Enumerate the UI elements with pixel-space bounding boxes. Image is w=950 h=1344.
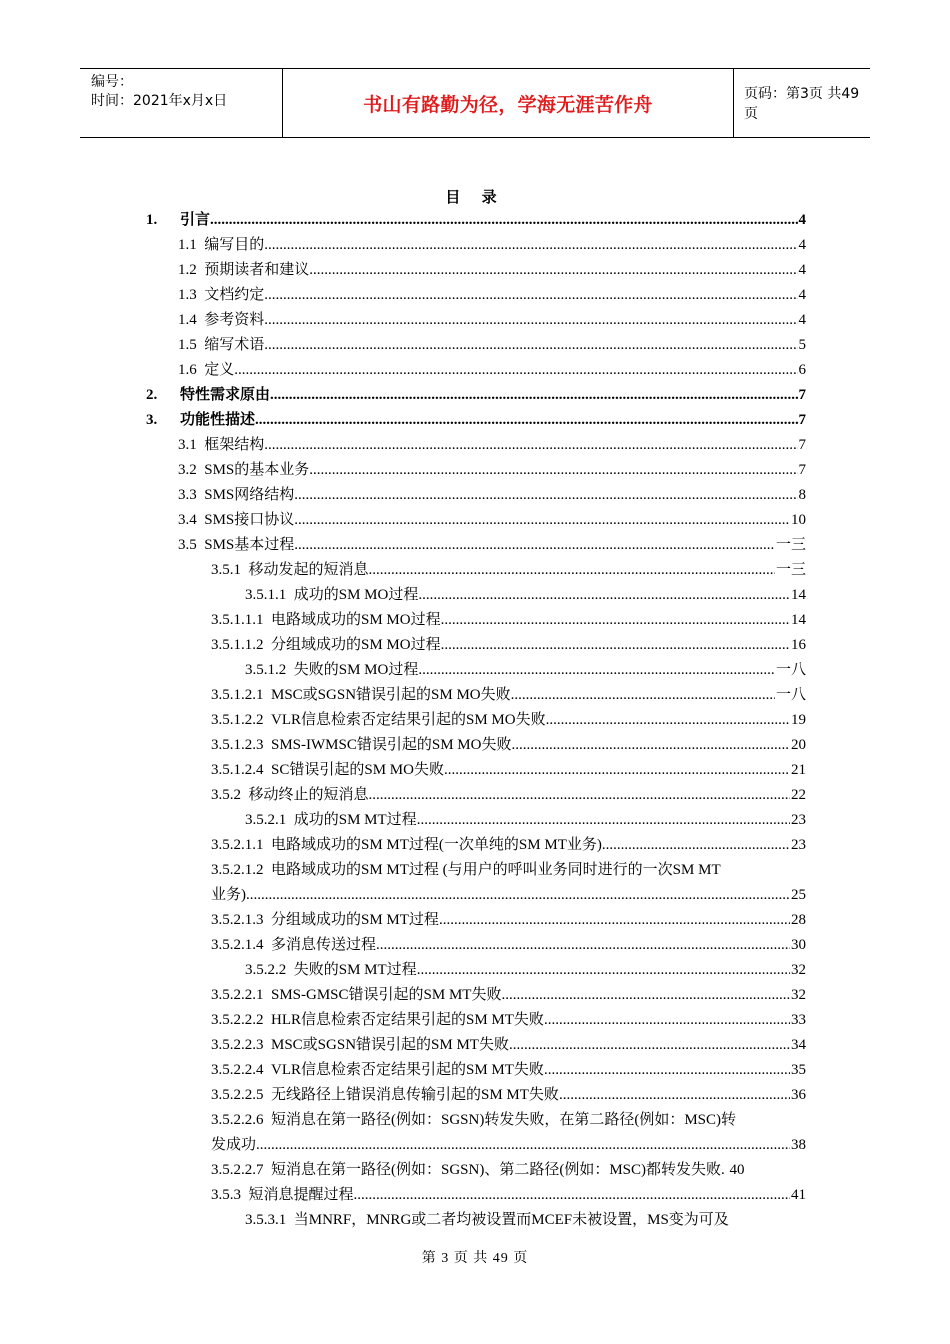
toc-entry-page: 19 xyxy=(791,712,806,728)
header-meta xyxy=(80,69,282,137)
toc-entry-page: 10 xyxy=(791,512,806,528)
document-number-label: 编号： xyxy=(91,74,133,90)
toc-entry-number: 1. xyxy=(146,212,158,228)
toc-leader-dots xyxy=(255,408,797,433)
toc-entry[interactable] xyxy=(178,308,806,333)
toc-entry-title: SMS接口协议 xyxy=(204,512,295,528)
toc-entry-number: 3.3 xyxy=(178,487,197,503)
toc-entry-number: 3.5.2.2.5 xyxy=(211,1087,264,1103)
toc-entry-title: MSC或SGSN错误引起的SM MT失败 xyxy=(271,1037,509,1053)
toc-leader-dots xyxy=(246,883,790,908)
toc-entry-number: 3.5.1 xyxy=(211,562,241,578)
toc-entry-title: 失败的SM MO过程 xyxy=(293,662,419,678)
toc-leader-dots xyxy=(511,733,790,758)
toc-entry-title: SMS-IWMSC错误引起的SM MO失败 xyxy=(271,737,512,753)
toc-entry[interactable] xyxy=(178,433,806,458)
toc-entry[interactable] xyxy=(211,758,806,783)
toc-entry[interactable] xyxy=(211,783,806,808)
toc-entry-page: 34 xyxy=(791,1037,806,1053)
toc-entry[interactable] xyxy=(211,558,806,583)
toc-entry-title-continued: 发成功 xyxy=(211,1137,257,1153)
toc-entry-page: 38 xyxy=(791,1137,806,1153)
toc-entry-number: 3.5.1.2.3 xyxy=(211,737,264,753)
toc-leader-dots xyxy=(369,783,790,808)
toc-entry-number: 1.6 xyxy=(178,362,197,378)
toc-leader-dots xyxy=(294,483,797,508)
toc-entry-title: 多消息传送过程 xyxy=(271,937,377,953)
toc-entry-page: 25 xyxy=(791,887,806,903)
toc-entry-title: 成功的SM MT过程 xyxy=(293,812,417,828)
toc-entry-page: 35 xyxy=(791,1062,806,1078)
toc-entry[interactable] xyxy=(211,708,806,733)
toc-entry[interactable] xyxy=(178,533,806,558)
toc-leader-dots xyxy=(270,383,797,408)
toc-entry-number: 3.5 xyxy=(178,537,197,553)
toc-entry[interactable] xyxy=(211,683,806,708)
toc-entry-page: 4 xyxy=(798,237,806,253)
header-page-info: 页码：第3页 共49页 xyxy=(744,86,860,122)
toc-entry[interactable] xyxy=(211,733,806,758)
toc-entry-title: 成功的SM MO过程 xyxy=(293,587,419,603)
toc-entry-title: 分组域成功的SM MO过程 xyxy=(271,637,441,653)
toc-entry-title: 缩写术语 xyxy=(204,337,265,353)
toc-title: 目 录 xyxy=(445,188,505,206)
toc-entry[interactable] xyxy=(211,608,806,633)
toc-leader-dots xyxy=(417,958,790,983)
toc-entry-number: 3.5.2.2.6 xyxy=(211,1112,264,1128)
toc-entry-page: 32 xyxy=(791,987,806,1003)
toc-entry-number: 3.5.1.2 xyxy=(245,662,287,678)
toc-entry-title: 无线路径上错误消息传输引起的SM MT失败 xyxy=(271,1087,559,1103)
toc-entry-page: 20 xyxy=(791,737,806,753)
toc-entry-title: VLR信息检索否定结果引起的SM MO失败 xyxy=(271,712,546,728)
toc-entry-page: 30 xyxy=(791,937,806,953)
page-footer: 第 3 页 共 49 页 xyxy=(421,1251,529,1266)
toc-entry[interactable] xyxy=(178,233,806,258)
toc-entry[interactable] xyxy=(146,208,806,233)
toc-entry[interactable] xyxy=(211,908,806,933)
toc-entry-title: 分组域成功的SM MT过程 xyxy=(271,912,439,928)
toc-entry-page: 4 xyxy=(798,312,806,328)
toc-entry-page: 36 xyxy=(791,1087,806,1103)
toc-entry-title: SMS的基本业务 xyxy=(204,462,310,478)
toc-entry[interactable] xyxy=(178,508,806,533)
toc-leader-dots xyxy=(256,1133,790,1158)
toc-leader-dots xyxy=(444,758,790,783)
toc-entry-page: 16 xyxy=(791,637,806,653)
toc-entry-page: 14 xyxy=(791,587,806,603)
toc-entry-title: HLR信息检索否定结果引起的SM MT失败 xyxy=(271,1012,544,1028)
toc-entry[interactable] xyxy=(245,1208,806,1233)
toc-entry-title: 短消息在第一路径(例如：SGSN)、第二路径(例如：MSC)都转发失败 xyxy=(271,1162,722,1178)
toc-entry-number: 3.1 xyxy=(178,437,197,453)
toc-entry-number: 3.2 xyxy=(178,462,197,478)
toc-entry-page: 21 xyxy=(791,762,806,778)
toc-entry-title: SMS-GMSC错误引起的SM MT失败 xyxy=(271,987,502,1003)
toc-leader-dots xyxy=(369,558,775,583)
toc-leader-dots xyxy=(264,433,797,458)
toc-entry[interactable] xyxy=(211,933,806,958)
toc-entry-number: 3.5.1.1.1 xyxy=(211,612,264,628)
toc-entry-title: 预期读者和建议 xyxy=(204,262,310,278)
toc-entry[interactable] xyxy=(211,833,806,858)
toc-entry[interactable] xyxy=(146,383,806,408)
toc-entry-number: 3.5.1.1.2 xyxy=(211,637,264,653)
toc-leader-dots xyxy=(441,633,790,658)
toc-entry-page: 8 xyxy=(798,487,806,503)
toc-entry[interactable] xyxy=(211,983,806,1008)
toc-entry-page: 7 xyxy=(798,387,806,403)
toc-leader-dots xyxy=(546,708,790,733)
toc-entry-number: 3.5.2.2.1 xyxy=(211,987,264,1003)
toc-leader-dots xyxy=(418,583,790,608)
header-motto: 书山有路勤为径，学海无涯苦作舟 xyxy=(363,93,653,116)
toc-entry[interactable] xyxy=(178,283,806,308)
toc-entry-title: VLR信息检索否定结果引起的SM MT失败 xyxy=(271,1062,544,1078)
toc-entry-page: 22 xyxy=(791,787,806,803)
toc-entry-title: 短消息在第一路径(例如：SGSN)转发失败，在第二路径(例如：MSC)转 xyxy=(271,1112,737,1128)
toc-leader-dots xyxy=(544,1058,790,1083)
toc-entry-title: SMS网络结构 xyxy=(204,487,295,503)
toc-entry-number: 3.5.2.2.4 xyxy=(211,1062,264,1078)
toc-entry[interactable] xyxy=(211,1183,806,1208)
toc-entry-page: 4 xyxy=(798,212,806,228)
toc-entry[interactable] xyxy=(211,1008,806,1033)
toc-entry-title: MSC或SGSN错误引起的SM MO失败 xyxy=(271,687,511,703)
toc-entry-number: 3. xyxy=(146,412,158,428)
toc-entry-title: 功能性描述 xyxy=(180,412,256,428)
toc-entry-title: 参考资料 xyxy=(204,312,265,328)
toc-leader-dots xyxy=(511,683,775,708)
toc-leader-dots xyxy=(210,208,797,233)
toc-leader-dots xyxy=(501,983,790,1008)
toc-entry[interactable] xyxy=(178,358,806,383)
toc-entry-page: 一三 xyxy=(775,537,806,553)
toc-leader-dots xyxy=(354,1183,790,1208)
toc-entry-title: 引言 xyxy=(180,212,211,228)
toc-leader-dots xyxy=(441,608,790,633)
toc-entry-title-continued: 业务) xyxy=(211,887,246,903)
toc-entry-number: 1.1 xyxy=(178,237,197,253)
toc-entry[interactable] xyxy=(211,1108,806,1158)
toc-leader-dots xyxy=(376,933,790,958)
toc-entry-page: 28 xyxy=(791,912,806,928)
toc-entry-number: 3.5.1.2.1 xyxy=(211,687,264,703)
toc-entry-number: 1.5 xyxy=(178,337,197,353)
toc-entry[interactable] xyxy=(245,808,806,833)
header-motto-cell xyxy=(282,69,734,137)
toc-entry-title: 特性需求原由 xyxy=(180,387,271,403)
toc-leader-dots xyxy=(439,908,790,933)
toc-entry[interactable] xyxy=(245,658,806,683)
toc-entry-title: 电路域成功的SM MT过程(一次单纯的SM MT业务) xyxy=(271,837,602,853)
toc-entry-page: 6 xyxy=(798,362,806,378)
toc-entry-page: 23 xyxy=(791,837,806,853)
toc-entry-title: 移动终止的短消息 xyxy=(248,787,369,803)
toc-entry-number: 1.3 xyxy=(178,287,197,303)
toc-entry-number: 3.5.2.2 xyxy=(245,962,287,978)
toc-leader-dots xyxy=(559,1083,790,1108)
toc-leader-dots xyxy=(417,808,790,833)
toc-entry[interactable] xyxy=(146,408,806,433)
toc-entry[interactable] xyxy=(211,1158,806,1183)
toc-leader-dots xyxy=(264,233,797,258)
toc-entry[interactable] xyxy=(245,958,806,983)
toc-entry-title: 失败的SM MT过程 xyxy=(293,962,417,978)
toc-entry-number: 3.5.3 xyxy=(211,1187,241,1203)
toc-leader-dots xyxy=(264,333,797,358)
toc-entry-number: 3.5.2.2.2 xyxy=(211,1012,264,1028)
toc-entry[interactable] xyxy=(211,633,806,658)
toc-entry-page: 4 xyxy=(798,287,806,303)
toc-leader-dots xyxy=(234,358,797,383)
toc-entry-number: 3.5.2.1.3 xyxy=(211,912,264,928)
toc-entry-title: SC错误引起的SM MO失败 xyxy=(271,762,444,778)
toc-entry-title: 文档约定 xyxy=(204,287,265,303)
toc-entry-title: 编写目的 xyxy=(204,237,265,253)
toc-entry-title: 移动发起的短消息 xyxy=(248,562,369,578)
toc-entry-page: 7 xyxy=(798,437,806,453)
toc-entry-title: SMS基本过程 xyxy=(204,537,295,553)
toc-leader-dots xyxy=(544,1008,790,1033)
toc-entry-number: 2. xyxy=(146,387,158,403)
toc-entry-page: 一八 xyxy=(775,662,806,678)
toc-entry-number: 3.5.2.1.4 xyxy=(211,937,264,953)
toc-entry[interactable] xyxy=(178,458,806,483)
header-page-info-cell xyxy=(734,69,870,137)
toc-entry-page: 33 xyxy=(791,1012,806,1028)
toc-entry-number: 3.5.1.2.4 xyxy=(211,762,264,778)
toc-entry-page: 5 xyxy=(798,337,806,353)
toc-entry-number: 3.5.1.2.2 xyxy=(211,712,264,728)
toc-leader-dots xyxy=(294,533,775,558)
toc-entry[interactable] xyxy=(211,858,806,908)
toc-entry-number: 3.4 xyxy=(178,512,197,528)
toc-entry-title: 电路域成功的SM MO过程 xyxy=(271,612,441,628)
document-date: 时间：2021年x月x日 xyxy=(91,93,228,109)
toc-entry-title: 电路域成功的SM MT过程 (与用户的呼叫业务同时进行的一次SM MT xyxy=(271,862,721,878)
toc-entry-number: 3.5.2.2.7 xyxy=(211,1162,264,1178)
toc-leader-dots xyxy=(264,283,797,308)
toc-entry-page: 7 xyxy=(798,462,806,478)
page-header xyxy=(80,68,870,138)
toc-leader-dots xyxy=(264,308,797,333)
toc-entry-page: 4 xyxy=(798,262,806,278)
toc-entry[interactable] xyxy=(245,583,806,608)
toc-entry-number: 1.2 xyxy=(178,262,197,278)
toc-leader-dots xyxy=(602,833,790,858)
toc-entry-page: 一八 xyxy=(775,687,806,703)
toc-entry-number: 3.5.2.1 xyxy=(245,812,287,828)
toc-leader-dots xyxy=(309,258,797,283)
toc-leader-dots xyxy=(294,508,790,533)
toc-leader-dots xyxy=(309,458,797,483)
toc-entry-number: 3.5.2.1.2 xyxy=(211,862,264,878)
toc-entry-number: 3.5.2.2.3 xyxy=(211,1037,264,1053)
toc-leader-dots xyxy=(509,1033,790,1058)
toc-entry-title: 框架结构 xyxy=(204,437,265,453)
toc-entry-page: 23 xyxy=(791,812,806,828)
toc-entry-number: 3.5.2.1.1 xyxy=(211,837,264,853)
toc-entry[interactable] xyxy=(211,1033,806,1058)
toc-entry-page: 一三 xyxy=(775,562,806,578)
toc-entry-page: 41 xyxy=(791,1187,806,1203)
toc-leader-dots xyxy=(418,658,775,683)
toc-entry-title: 短消息提醒过程 xyxy=(248,1187,354,1203)
toc-entry[interactable] xyxy=(178,333,806,358)
toc-entry-page: 14 xyxy=(791,612,806,628)
toc-entry-number: 1.4 xyxy=(178,312,197,328)
toc-entry-page: 40 xyxy=(729,1162,745,1178)
toc-entry-page: 32 xyxy=(791,962,806,978)
toc-entry-page: 7 xyxy=(798,412,806,428)
toc-entry[interactable] xyxy=(211,1058,806,1083)
toc-entry[interactable] xyxy=(211,1083,806,1108)
toc-entry-title: 定义 xyxy=(204,362,235,378)
toc-entry-number: 3.5.3.1 xyxy=(245,1212,287,1228)
toc-entry[interactable] xyxy=(178,258,806,283)
toc-entry-number: 3.5.1.1 xyxy=(245,587,287,603)
toc-entry-number: 3.5.2 xyxy=(211,787,241,803)
toc-entry-title: 当MNRF，MNRG或二者均被设置而MCEF未被设置，MS变为可及 xyxy=(293,1212,729,1228)
toc-leader-dots: . xyxy=(721,1162,729,1178)
toc-entry[interactable] xyxy=(178,483,806,508)
